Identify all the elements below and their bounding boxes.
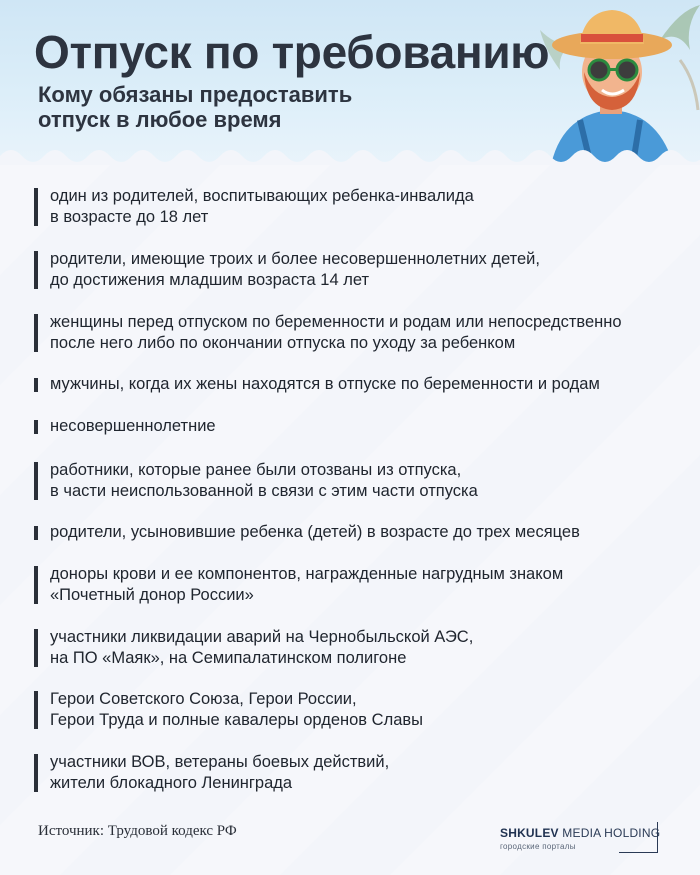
list-item-line: после него либо по окончании отпуска по уходу за ребенком (50, 334, 516, 352)
list-item-line: женщины перед отпуском по беременности и родам или непосредственно (50, 313, 622, 331)
header-banner (0, 0, 700, 170)
logo-rest: MEDIA HOLDING (562, 826, 661, 840)
list-item (32, 249, 540, 291)
page-subtitle: Кому обязаны предоставить отпуск в любое время (38, 82, 353, 132)
list-item-line: несовершеннолетние (50, 417, 216, 435)
list-item-line: доноры крови и ее компонентов, награжденные нагрудным знаком (50, 565, 564, 583)
list-item-line: участники ВОВ, ветераны боевых действий, (50, 753, 390, 771)
list-item (32, 312, 622, 354)
list-item (32, 689, 423, 731)
list-item (32, 186, 474, 228)
list-item (32, 416, 216, 437)
list-item (32, 627, 473, 669)
bullet-bar (34, 691, 38, 729)
publisher-logo (497, 822, 663, 854)
list-item-line: родители, имеющие троих и более несовершеннолетних детей, (50, 250, 540, 268)
bullet-bar (34, 462, 38, 500)
list-item-line: мужчины, когда их жены находятся в отпуске по беременности и родам (50, 375, 600, 393)
list-item-line: один из родителей, воспитывающих ребенка-инвалида (50, 187, 474, 205)
list-item-line: «Почетный донор России» (50, 586, 254, 604)
list-item-line: Герои Советского Союза, Герои России, (50, 690, 357, 708)
list-item (32, 564, 563, 606)
bullet-bar (34, 314, 38, 352)
list-item-line: в возрасте до 18 лет (50, 208, 209, 226)
bullet-bar (34, 526, 38, 540)
list-item-line: родители, усыновившие ребенка (детей) в возрасте до трех месяцев (50, 523, 580, 541)
page-title: Отпуск по требованию (34, 26, 550, 78)
logo-frame (619, 822, 658, 853)
list-item-line: до достижения младшим возраста 14 лет (50, 271, 370, 289)
list-item-line: Герои Труда и полные кавалеры орденов Славы (50, 711, 424, 729)
bullet-bar (34, 566, 38, 604)
list-item (32, 522, 580, 543)
list-item (32, 374, 600, 395)
list-item (32, 752, 389, 794)
source-note: Источник: Трудовой кодекс РФ (38, 823, 237, 839)
logo-brand: SHKULEV (500, 826, 559, 840)
list-item (32, 460, 478, 502)
logo-tagline: городские порталы (500, 842, 576, 851)
list-item-line: участники ликвидации аварий на Чернобыльской АЭС, (50, 628, 474, 646)
bullet-bar (34, 420, 38, 434)
bullet-bar (34, 754, 38, 792)
bullet-bar (34, 251, 38, 289)
list-item-line: жители блокадного Ленинграда (50, 774, 293, 792)
list-item-line: в части неиспользованной в связи с этим части отпуска (50, 482, 478, 500)
bullet-bar (34, 188, 38, 226)
bullet-bar (34, 378, 38, 392)
list-item-line: работники, которые ранее были отозваны из отпуска, (50, 461, 462, 479)
list-item-line: на ПО «Маяк», на Семипалатинском полигоне (50, 649, 407, 667)
bullet-bar (34, 629, 38, 667)
